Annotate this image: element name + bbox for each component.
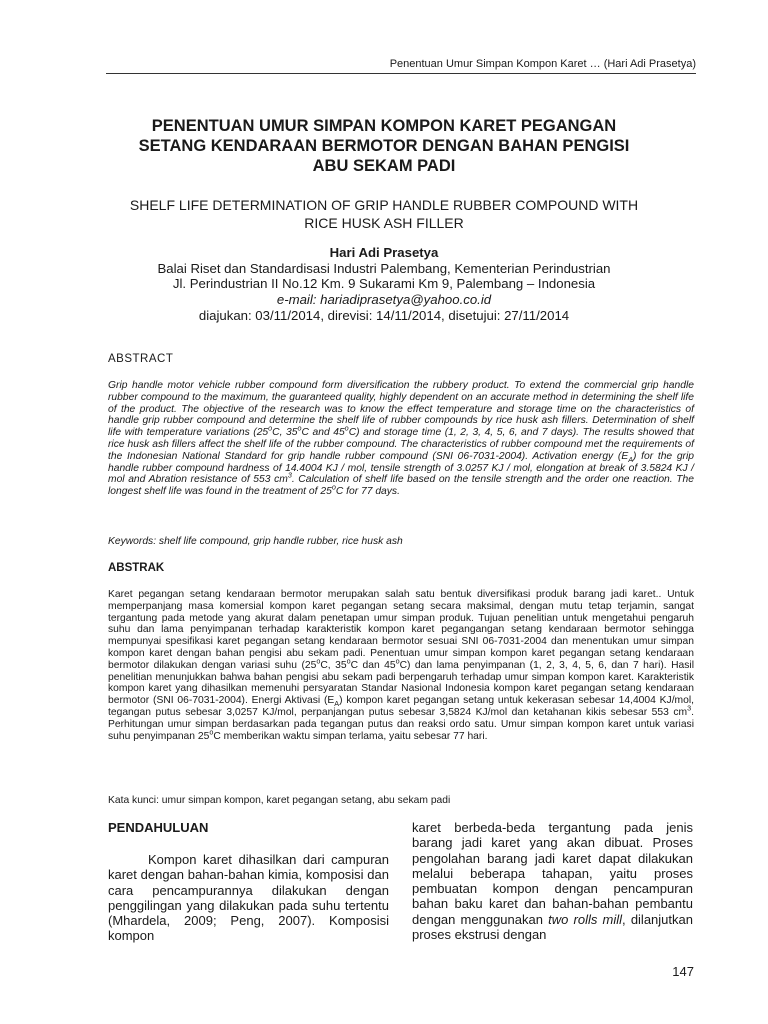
abstrak-text <box>108 589 694 742</box>
abstract-text-part: C) and storage time (1, 2, 3, 4, 5, 6, and 7 days). The results showed that rice husk ash fillers affect the shelf life of the rubber compound. The characteristics of rubber compound met the requirements of the Indonesian National Standard for grip handle rubber compound (SNI 06-7031-2004). Activation energy (E <box>108 427 694 462</box>
abstract-text-part: ) for the grip handle rubber compound hardness of 14.4004 KJ / mol, tensile strength of 3.0257 KJ / mol, elongation at break of 3.5824 KJ / mol and Abration resistance of 553 cm <box>108 450 695 486</box>
abstract-text-part: Grip handle motor vehicle rubber compound form diversification the rubbery product. To extend the commercial grip handle rubber compound to the maximum, the guaranteed quality, highly dependent on an accurate method in determining the shelf life of the product. The objective of the research was to know the effect temperature and storage time on the characteristics of handle grip rubber compound and determine the shelf life of rubber compounds by rice husk ash fillers. Determination of shelf life with temperature variations (25 <box>108 380 694 439</box>
degree-symbol: o <box>209 727 214 737</box>
abstract-text-part: C and 45 <box>301 427 345 439</box>
abstrak-label: ABSTRAK <box>108 562 165 574</box>
degree-symbol: o <box>331 482 336 492</box>
author-affiliation: Balai Riset dan Standardisasi Industri Palembang, Kementerian Perindustrian <box>157 260 611 276</box>
abstract-text-part: C, 35 <box>272 427 298 439</box>
cube-superscript: 3 <box>287 470 292 480</box>
section-heading-pendahuluan: PENDAHULUAN <box>108 820 209 835</box>
abstrak-text-part: C dan 45 <box>350 659 396 671</box>
degree-symbol: o <box>268 423 273 433</box>
abstract-label: ABSTRACT <box>108 353 174 365</box>
abstrak-text-part: Karet pegangan setang kendaraan bermotor merupakan salah satu bentuk diversifikasi produk barang jadi karet.. Untuk memperpanjang masa komersial kompon karet pegangan setang secara maksimal, dengan mutu tetap terjamin, sangat tergantung pada metode yang akurat dalam penetapan umur simpan produk. Tujuan penelitian untuk mengetahui pengaruh suhu dan lama penyimpanan terhadap karakteristik kompon karet pegangangan setang kendaraan bermotor sehingga mempunyai spesifikasi karet pegangan setang kendaraan bermotor sesuai SNI 06-7031-2004 dan menentukan umur simpan kompon karet dengan bahan pengisi abu sekam padi. Penentuan umur simpan kompon karet pegangan setang kendaraan bermotor dilakukan dengan variasi suhu (25 <box>108 589 694 671</box>
intro-right-column <box>412 820 693 942</box>
intro-italic-term: two rolls mill <box>548 911 623 927</box>
intro-paragraph-continued <box>412 820 693 942</box>
cube-superscript: 3 <box>687 703 692 713</box>
intro-text-part: , dilanjutkan proses ekstrusi dengan <box>412 911 693 943</box>
abstract-text <box>108 380 694 498</box>
intro-text-part: karet berbeda-beda tergantung pada jenis barang jadi karet yang akan dibuat. Proses pengolahan barang jadi karet dapat dilakukan melalui beberapa tahapan, yaitu proses pembuatan kompon dengan pencampuran bahan baku karet dan bahan-bahan pembantu dengan menggunakan <box>412 820 693 927</box>
author-address: Jl. Perindustrian II No.12 Km. 9 Sukarami Km 9, Palembang – Indonesia <box>172 276 596 292</box>
running-head: Penentuan Umur Simpan Kompon Karet … (Hari Adi Prasetya) <box>389 58 696 70</box>
intro-paragraph: Kompon karet dihasilkan dari campuran karet dengan bahan-bahan kimia, komposisi dan cara pencampurannya dilakukan dengan penggilingan yang dilakukan pada suhu tertentu (Mhardela, 2009; Peng, 2007). Komposisi kompon <box>108 852 389 944</box>
degree-symbol: o <box>395 656 400 666</box>
kata-kunci: Kata kunci: umur simpan kompon, karet pegangan setang, abu sekam padi <box>108 795 451 806</box>
author-email: e-mail: hariadiprasetya@yahoo.co.id <box>276 292 492 308</box>
abstrak-text-part: C) dan lama penyimpanan (1, 2, 3, 4, 5, 6, dan 7 hari). Hasil penelitian menunjukkan bahwa bahan pengisi abu sekam padi berpengaruh terhadap umur simpan kompon karet. Karakteristik kompon karet yang dihasilkan memenuhi persyaratan Standar Nasional Indonesia kompon karet pegangan setang kendaraan bermotor (SNI 06-7031-2004). Energi Aktivasi (E <box>108 659 694 707</box>
degree-symbol: o <box>346 656 351 666</box>
title-line-3: ABU SEKAM PADI <box>312 157 456 175</box>
intro-left-column <box>108 852 389 944</box>
abstrak-text-part: ) kompon karet pegangan setang untuk kekerasan sebesar 14,4004 KJ/mol, tegangan putus sebesar 3,0257 KJ/mol, perpanjangan putus sebesar 3,5824 KJ/mol dan ketahanan kikis sebesar 553 cm <box>108 695 695 718</box>
english-title <box>100 196 668 232</box>
degree-symbol: o <box>297 423 302 433</box>
page-number: 147 <box>672 964 694 979</box>
degree-symbol: o <box>316 656 321 666</box>
abstrak-text-part: . Perhitungan umur simpan berdasarkan pada tegangan putus dan reaksi ordo satu. Umur simpan kompon karet untuk variasi suhu penyimpanan 25 <box>108 706 694 742</box>
title-line-1: PENENTUAN UMUR SIMPAN KOMPON KARET PEGANGAN <box>151 117 617 135</box>
keywords: Keywords: shelf life compound, grip handle rubber, rice husk ash <box>108 536 403 547</box>
subscript-a: A <box>334 699 340 709</box>
author-name: Hari Adi Prasetya <box>329 245 439 260</box>
abstract-text-part: . Calculation of shelf life based on the tensile strength and the order one reaction. The longest shelf life was found in the treatment of 25 <box>108 474 694 498</box>
abstrak-text-part: C memberikan waktu simpan terlama, yaitu sebesar 77 hari. <box>213 730 488 742</box>
paper-title <box>100 116 668 176</box>
header-rule <box>106 73 696 74</box>
english-title-line-2: RICE HUSK ASH FILLER <box>304 215 464 231</box>
author-block <box>100 245 668 324</box>
submission-dates: diajukan: 03/11/2014, direvisi: 14/11/2014, disetujui: 27/11/2014 <box>198 307 570 323</box>
abstract-text-part: C for 77 days. <box>335 486 400 498</box>
degree-symbol: o <box>344 423 349 433</box>
abstrak-text-part: C, 35 <box>320 659 347 671</box>
title-line-2: SETANG KENDARAAN BERMOTOR DENGAN BAHAN PENGISI <box>138 137 630 155</box>
english-title-line-1: SHELF LIFE DETERMINATION OF GRIP HANDLE RUBBER COMPOUND WITH <box>129 197 639 213</box>
subscript-a: A <box>628 454 634 464</box>
